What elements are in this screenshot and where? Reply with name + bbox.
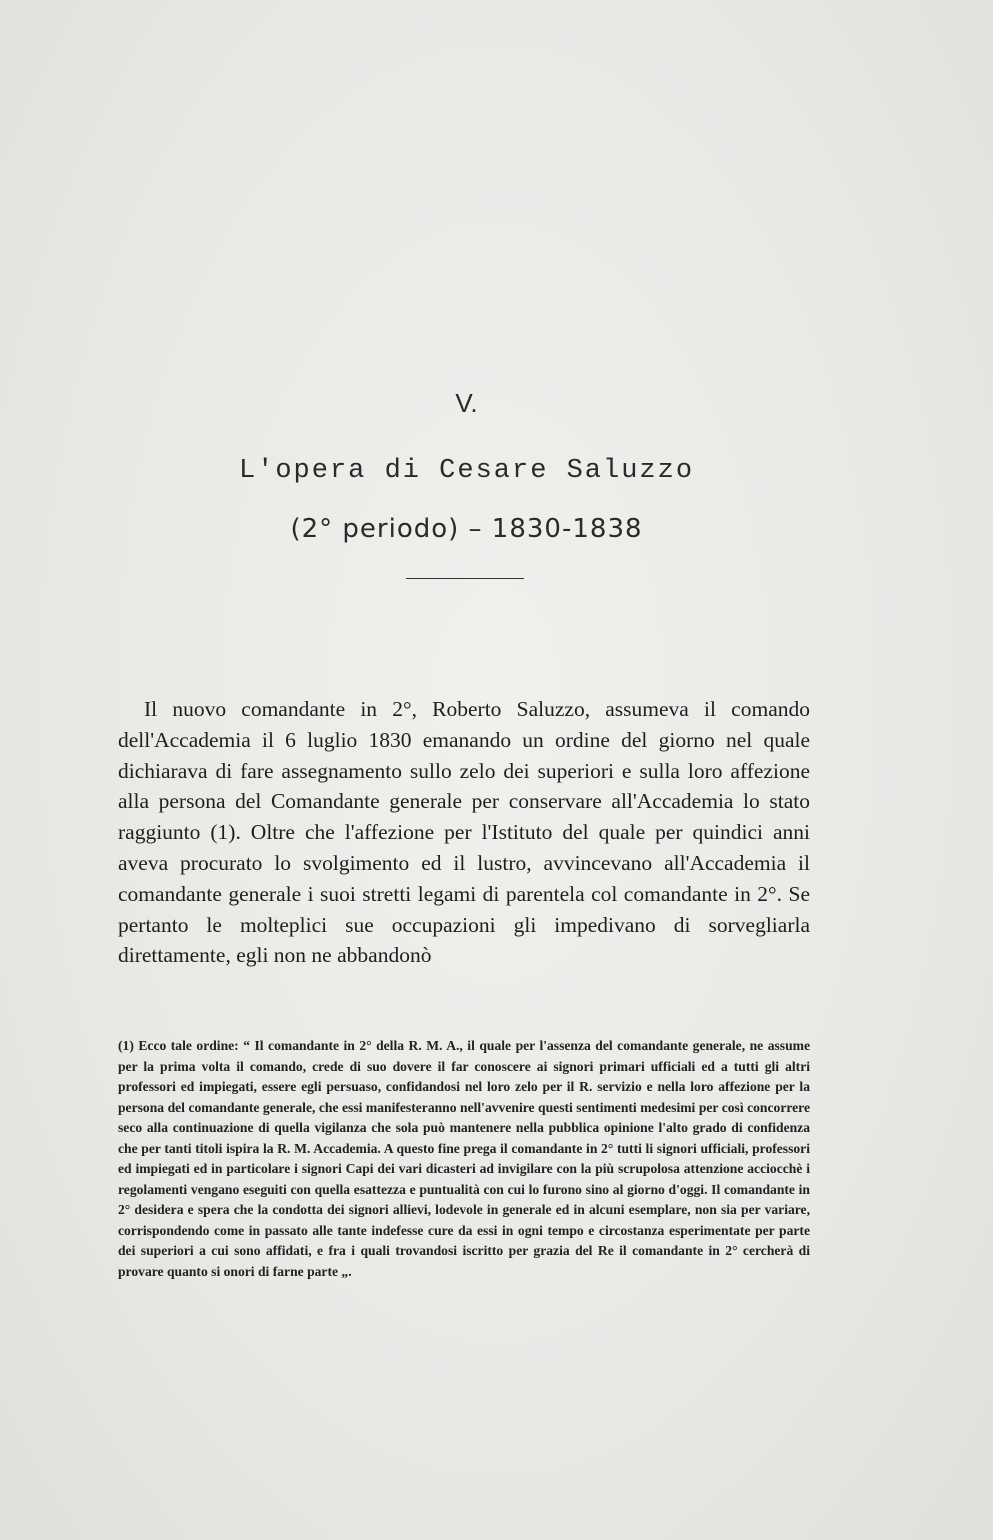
footnote-text: Ecco tale ordine: “ Il comandante in 2° della R. M. A., il quale per l'assenza del comandante generale, ne assume per la prima volta il comando, crede di suo dovere il far conoscere ai signori primari ufficiali ed a tutti gli altri professori ed impiegati, essere egli persuaso, confidandosi nel loro zelo per il R. servizio e nella loro affezione per la persona del comandante generale, che essi manifesteranno nell'avvenire questi sentimenti medesimi per così concorrere seco alla continuazione di quella vigilanza che sola può mantenere nella pubblica opinione l'alto grado di confidenza che per tanti titoli ispira la R. M. Accademia. A questo fine prega il comandante in 2° tutti li signori ufficiali, professori ed impiegati ed in particolare i signori Capi dei vari dicasteri ad invigilare con la più scrupolosa attenzione acciocchè i regolamenti vengano eseguiti con quella esattezza e puntualità con cui lo furono sino al giorno d'oggi. Il comandante in 2° desidera e spera che la condotta dei signori allievi, lodevole in generale ed in alcuni esemplare, non sia per variare, corrispondendo come in passato alle tante indefesse cure da essi in ogni tempo e circostanza esperimentate per parte dei superiori a cui sono affidati, e fra i quali trovandosi iscritto per grazia del Re il comandante in 2° cercherà di provare quanto si onori di farne parte „.	[118, 1038, 810, 1279]
chapter-number: V.	[455, 388, 478, 418]
chapter-subtitle: (2° periodo) – 1830-1838	[290, 514, 643, 544]
footnote-marker: (1)	[118, 1038, 134, 1053]
chapter-title: L'opera di Cesare Saluzzo	[238, 456, 695, 486]
footnote	[118, 1036, 810, 1282]
body-paragraph: Il nuovo comandante in 2°, Roberto Saluzzo, assumeva il comando dell'Accademia il 6 luglio 1830 emanando un ordine del giorno nel quale dichiarava di fare assegnamento sullo zelo dei superiori e sulla loro affezione alla persona del Comandante generale per conservare all'Accademia lo stato raggiunto (1). Oltre che l'affezione per l'Istituto del quale per quindici anni aveva procurato lo svolgimento ed il lustro, avvincevano all'Accademia il comandante generale i suoi stretti legami di parentela col comandante in 2°. Se pertanto le molteplici sue occupazioni gli impedivano di sorvegliarla direttamente, egli non ne abbandonò	[118, 697, 810, 968]
title-divider	[406, 578, 524, 579]
